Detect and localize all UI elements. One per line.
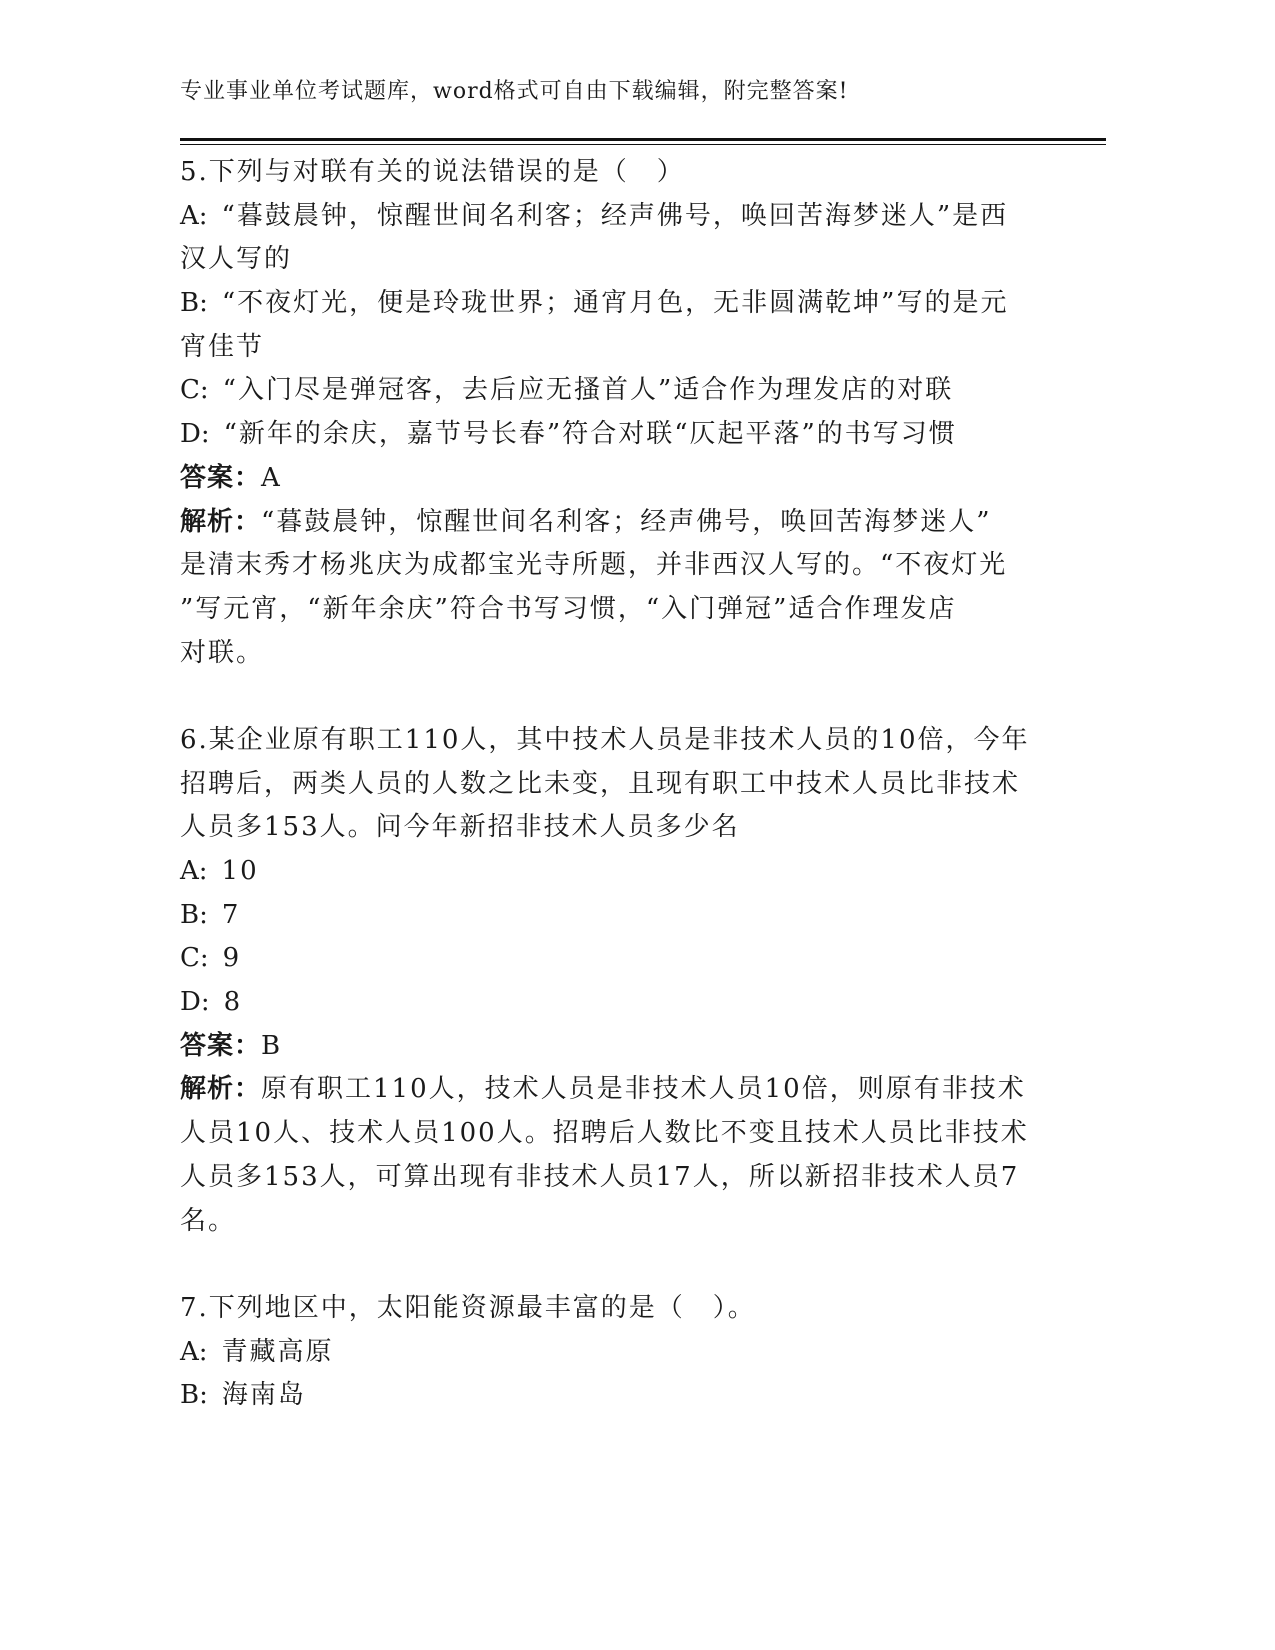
spacer <box>180 675 1040 719</box>
analysis-text: 对联。 <box>180 637 265 668</box>
option-b <box>180 1374 1040 1418</box>
analysis-text: 原有职工110人，技术人员是非技术人员10倍，则原有非技术 <box>261 1074 1026 1105</box>
page-header: 专业事业单位考试题库，word格式可自由下载编辑，附完整答案! <box>180 79 849 104</box>
option-key: D: <box>180 987 210 1018</box>
option-text: 10 <box>221 856 259 886</box>
option-key: A: <box>180 200 208 231</box>
answer-value: B <box>261 1030 283 1061</box>
analysis-text: 人员多153人，可算出现有非技术人员17人，所以新招非技术人员7 <box>180 1161 1020 1192</box>
header-rule-thin <box>180 144 1106 145</box>
answer-label: 答案： <box>180 1030 262 1061</box>
analysis-text: 人员10人、技术人员100人。招聘后人数比不变且技术人员比非技术 <box>180 1118 1029 1149</box>
question-7 <box>180 1287 1040 1418</box>
option-c <box>180 937 1040 981</box>
option-key: C: <box>180 375 209 406</box>
option-d <box>180 981 1040 1025</box>
option-text: 9 <box>222 943 242 974</box>
analysis <box>180 1068 1040 1243</box>
option-key: C: <box>180 943 209 974</box>
answer <box>180 457 1040 501</box>
option-text: “新年的余庆，嘉节号长春”符合对联“仄起平落”的书写习惯 <box>223 419 957 450</box>
question-stem: 7.下列地区中，太阳能资源最丰富的是（ ）。 <box>180 1292 756 1323</box>
option-d <box>180 413 1040 457</box>
answer <box>180 1025 1040 1069</box>
analysis-text: ”写元宵，“新年余庆”符合书写习惯，“入门弹冠”适合作理发店 <box>180 593 957 624</box>
option-key: B: <box>180 1380 208 1411</box>
question-6 <box>180 719 1040 1243</box>
analysis-text: 是清末秀才杨兆庆为成都宝光寺所题，并非西汉人写的。“不夜灯光 <box>180 550 1008 581</box>
option-key: B: <box>180 288 208 319</box>
option-text: 7 <box>221 899 241 930</box>
option-a <box>180 850 1040 894</box>
option-b <box>180 894 1040 938</box>
question-stem-continued: 人员多153人。问今年新招非技术人员多少名 <box>180 812 740 843</box>
analysis-label: 解析： <box>180 1074 262 1105</box>
option-b <box>180 282 1040 369</box>
analysis-text: “暮鼓晨钟，惊醒世间名利客；经声佛号，唤回苦海梦迷人” <box>261 506 992 537</box>
option-text: 海南岛 <box>221 1380 306 1411</box>
header-rule-thick <box>180 138 1106 141</box>
question-stem: 6.某企业原有职工110人，其中技术人员是非技术人员的10倍，今年 <box>180 724 1030 755</box>
option-key: D: <box>180 419 210 450</box>
option-text: “入门尽是弹冠客，去后应无搔首人”适合作为理发店的对联 <box>222 375 954 406</box>
option-key: A: <box>180 856 208 886</box>
option-text: “不夜灯光，便是玲珑世界；通宵月色，无非圆满乾坤”写的是元 <box>221 288 1009 319</box>
option-key: B: <box>180 899 208 930</box>
option-a <box>180 195 1040 282</box>
answer-label: 答案： <box>180 462 262 493</box>
question-stem-continued: 招聘后，两类人员的人数之比未变，且现有职工中技术人员比非技术 <box>180 768 1021 799</box>
question-stem: 5.下列与对联有关的说法错误的是（ ） <box>180 157 685 187</box>
option-text: “暮鼓晨钟，惊醒世间名利客；经声佛号，唤回苦海梦迷人”是西 <box>221 200 1009 231</box>
option-text-continued: 汉人写的 <box>180 244 293 275</box>
option-c <box>180 369 1040 413</box>
option-a <box>180 1331 1040 1375</box>
analysis-text: 名。 <box>180 1205 237 1236</box>
question-5 <box>180 151 1040 675</box>
analysis-label: 解析： <box>180 506 262 537</box>
spacer <box>180 1243 1040 1287</box>
option-text: 8 <box>223 987 243 1018</box>
option-text-continued: 宵佳节 <box>180 331 265 362</box>
option-text: 青藏高原 <box>221 1336 334 1367</box>
analysis <box>180 501 1040 676</box>
option-key: A: <box>180 1336 208 1367</box>
question-list <box>180 151 1040 1418</box>
answer-value: A <box>261 462 282 493</box>
